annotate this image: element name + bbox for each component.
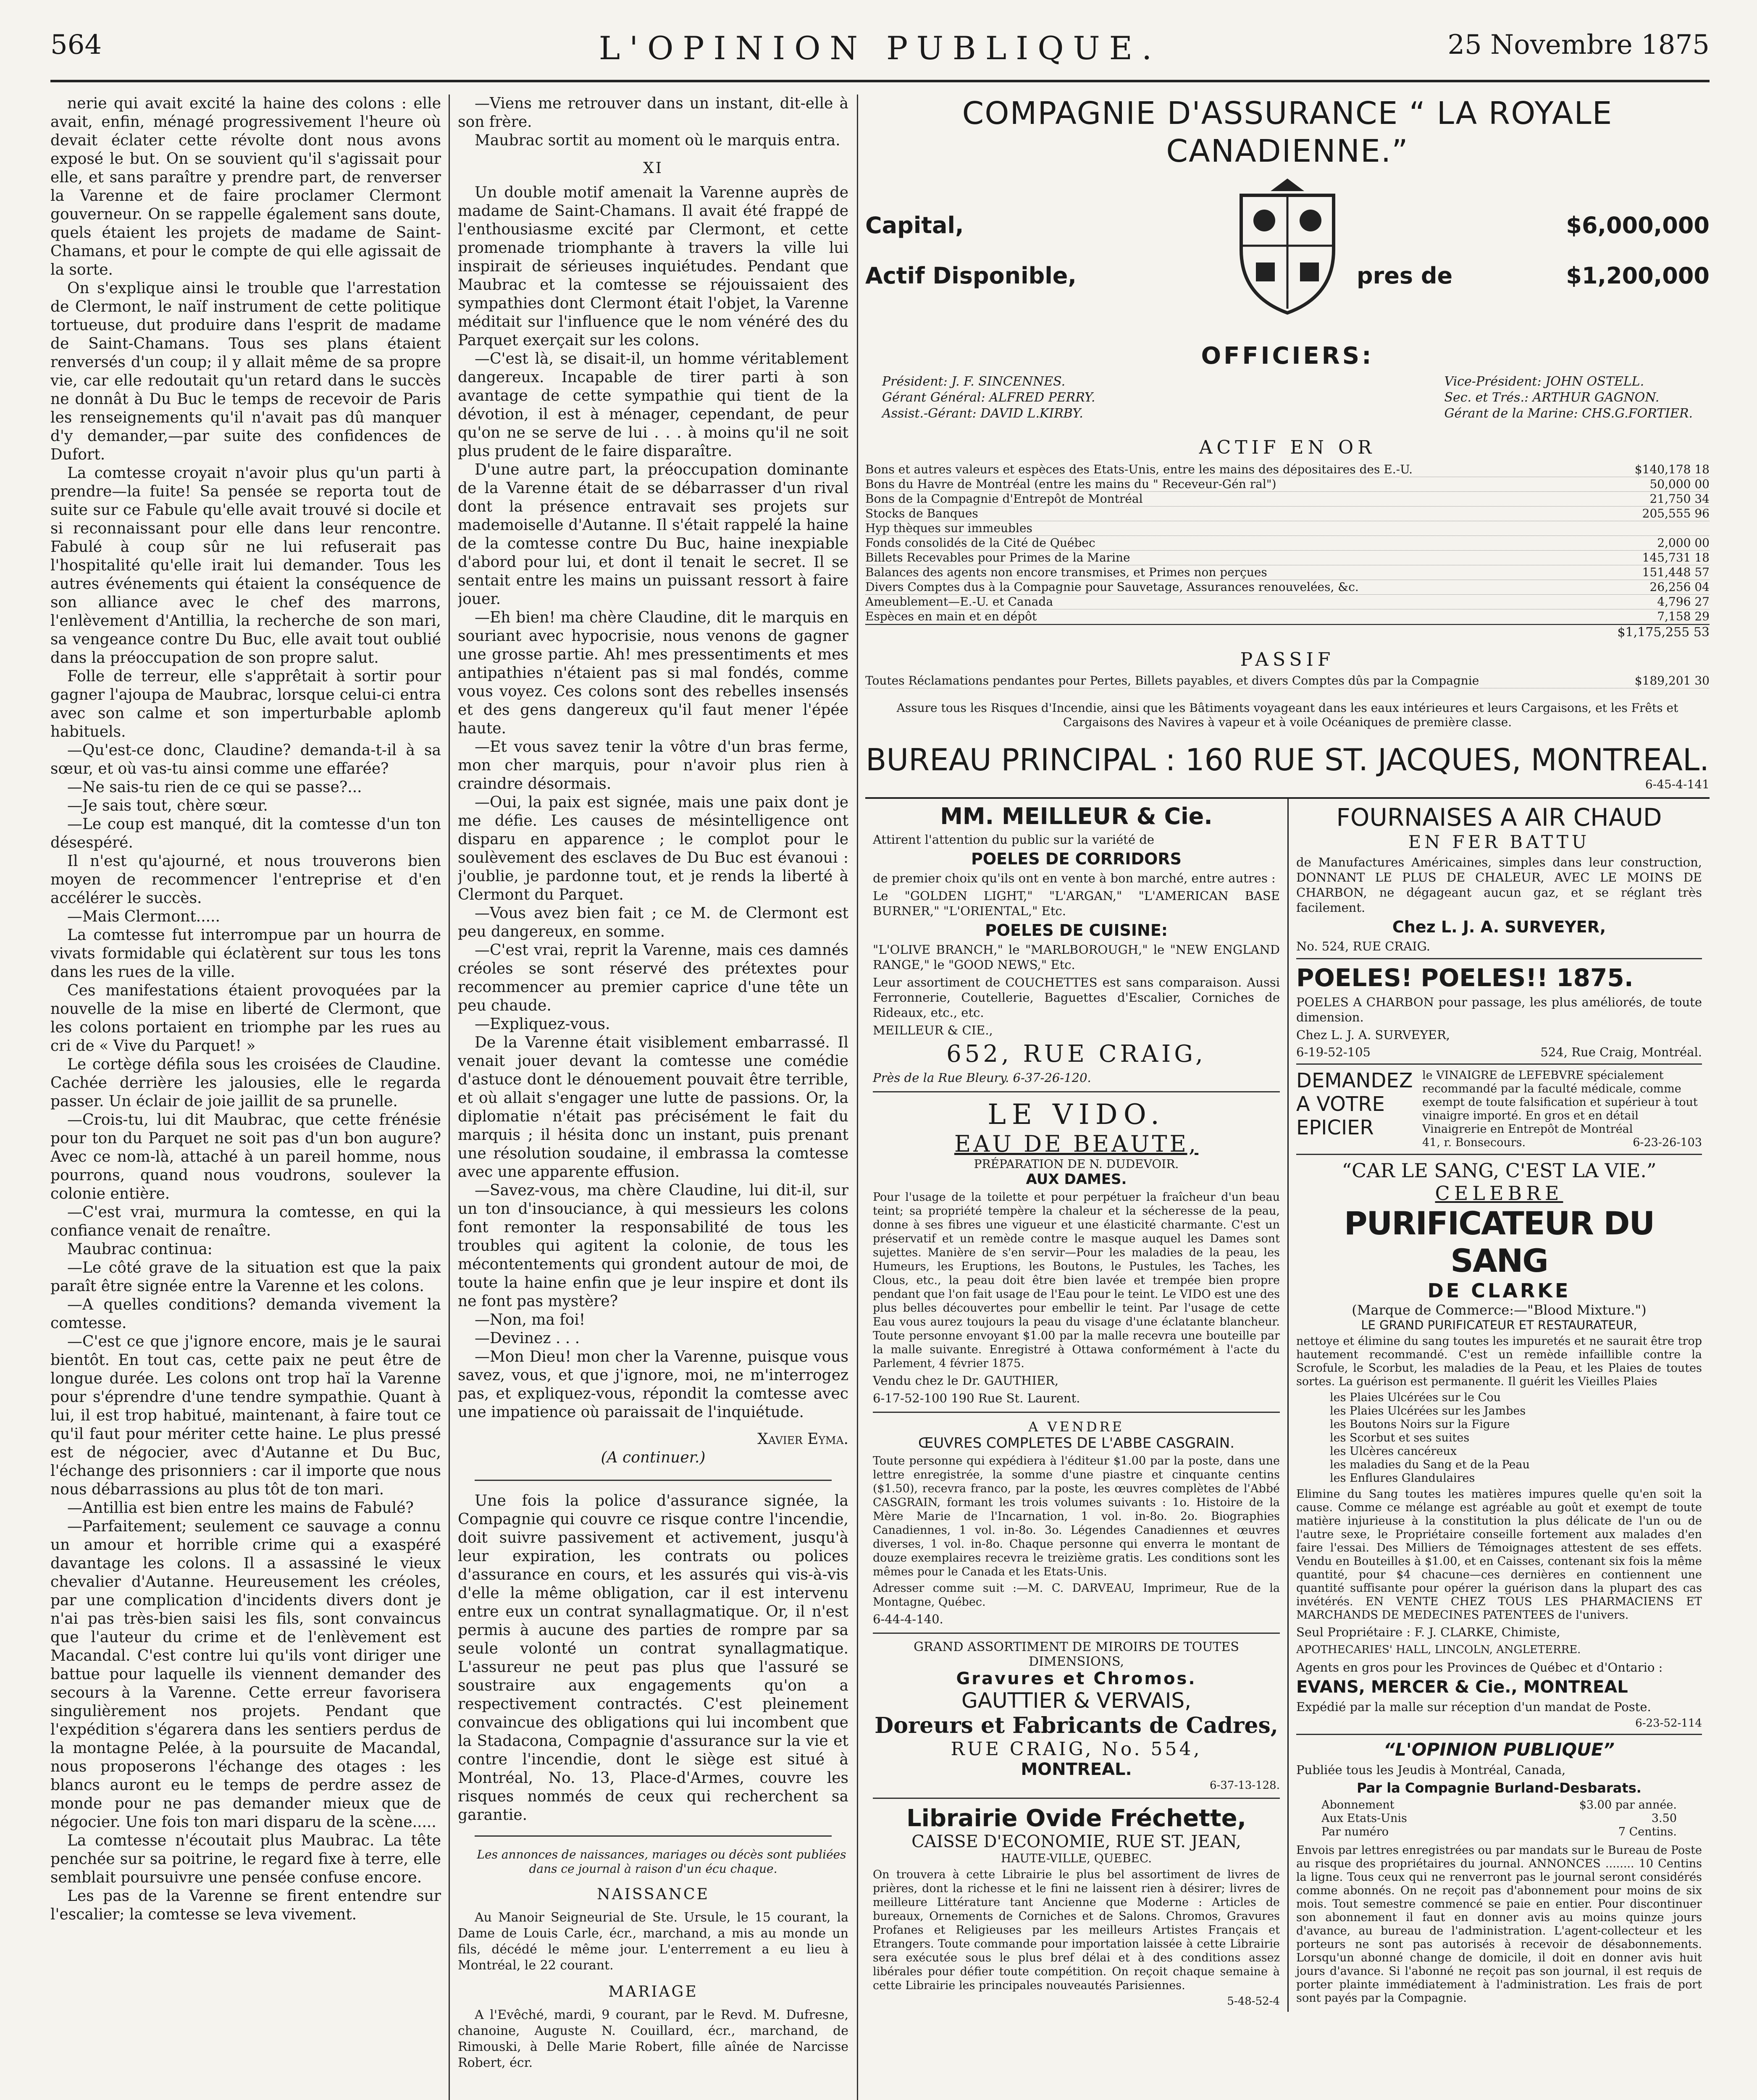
vido-address: 6-17-52-100 190 Rue St. Laurent. (873, 1391, 1080, 1405)
capital-label: Capital, (865, 212, 964, 239)
actif-value: 205,555 96 (1642, 507, 1710, 520)
ad-column-left (865, 799, 1287, 2012)
clarke-list-item: les maladies du Sang et de la Peau (1330, 1458, 1530, 1471)
actif-label: Espèces en main et en dépôt (865, 609, 1037, 623)
clarke-list (1296, 1391, 1702, 1485)
clarke-mark: (Marque de Commerce:—"Blood Mixture.") (1352, 1302, 1647, 1318)
coat-of-arms-icon (1224, 178, 1350, 317)
rate-label: Aux Etats-Unis (1321, 1812, 1407, 1825)
article-paragraph: Folle de terreur, elle s'apprêtait à sortir pour gagner l'ajoupa de Maubrac, lorsque celui-ci entra avec son calme et son imperturbable aplomb habituels. (50, 668, 441, 740)
clarke-list-item: les Boutons Noirs sur la Figure (1330, 1418, 1510, 1431)
clarke-text1: nettoye et élimine du sang toutes les impuretés et ne saurait être trop hautement recommandé. C'est un remède infaillible contre la Scrofule, le Scorbut, les maladies de la Peau, et les Plaies de toutes sortes. La guérison est permanente. Il guérit les Vieilles Plaies (1296, 1335, 1702, 1388)
article-paragraph: La comtesse n'écoutait plus Maubrac. La tête penchée sur sa poitrine, le regard fixe à terre, elle semblait poursuivre une pensée confuse encore. (50, 1832, 441, 1886)
ad-opinion-publique (1296, 1739, 1702, 2005)
actif-value: 145,731 18 (1642, 551, 1710, 564)
passif-value: $189,201 30 (1634, 674, 1710, 688)
article-paragraph: De la Varenne était visiblement embarrassé. Il venait jouer devant la comtesse une comédie d'astuce dont le dénouement pouvait être terrible, et où allait s'engager une lutte de passions. Or, la diplomatie n'était pas précisément le fait du marquis ; il hésita donc un instant, puis prenant une résolution soudaine, il embrassa la comtesse avec une apparente effusion. (458, 1034, 848, 1181)
meilleur-signature: MEILLEUR & CIE., (873, 1023, 993, 1037)
passif-text: Toutes Réclamations pendantes pour Pertes, Billets payables, et divers Comptes dûs par la Compagnie (865, 674, 1479, 688)
demandez-ref: 6-23-26-103 (1633, 1136, 1702, 1149)
meilleur-address: 652, RUE CRAIG, (946, 1040, 1206, 1068)
actif-row (865, 609, 1710, 624)
separator (475, 1835, 832, 1837)
poeles-corridors: POELES DE CORRIDORS (971, 850, 1182, 868)
clarke-list-item: les Scorbut et ses suites (1330, 1431, 1470, 1444)
opinion-text: Envois par lettres enregistrées ou par mandats sur le Bureau de Poste au risque des propriétaires du journal. ANNONCES ........ 10 Centins la ligne. Tous ceux qui ne renverront pas le journal seront considérés comme abonnés. On ne reçoit pas d'abonnement pour moins de six mois. Tout semestre commencé se paie en entier. Pour discontinuer son abonnement il faut en donner avis au moins quinze jours d'avance, au bureau de l'administration. L'agent-collecteur et les porteurs ne sont pas autorisés à recevoir de désabonnements. Lorsqu'un abonné change de domicile, il doit en donner avis huit jours d'avance. Si l'abonné ne reçoit pas son journal, il est requis de porter plainte immédiatement à l'administration. Les frais de port sont payés par la Compagnie. (1296, 1844, 1702, 2005)
vido-title: LE VIDO. (987, 1098, 1165, 1131)
actif-row (865, 595, 1710, 609)
actif-row (865, 565, 1710, 580)
evans-title: EVANS, MERCER & Cie., MONTREAL (1296, 1677, 1628, 1697)
clarke-sub: LE GRAND PURIFICATEUR ET RESTAURATEUR, (1361, 1318, 1637, 1332)
ad-columns (865, 797, 1710, 2012)
article-paragraph: —Le coup est manqué, dit la comtesse d'un ton désespéré. (50, 816, 441, 851)
article-paragraph: Il n'est qu'ajourné, et nous trouverons bien moyen de recommencer l'entreprise et d'en accélérer le succès. (50, 853, 441, 907)
rate-label: Par numéro (1321, 1825, 1389, 1838)
casgrain-title: ŒUVRES COMPLETES DE L'ABBE CASGRAIN. (918, 1435, 1235, 1452)
fournaises-address: No. 524, RUE CRAIG. (1296, 939, 1430, 953)
article-paragraph: —Je sais tout, chère sœur. (67, 797, 268, 814)
opinion-title: “L'OPINION PUBLIQUE” (1384, 1739, 1615, 1760)
article-paragraph: —C'est là, se disait-il, un homme véritablement dangereux. Incapable de tirer parti à son avantage de cette sympathie qui tient de la dévotion, il est à ménager, cependant, de peur qu'on ne se serve de lui . . . à moins qu'il ne soit plus prudent de le faire disparaître. (458, 350, 848, 460)
actif-value: 2,000 00 (1657, 536, 1710, 550)
actif-row (865, 551, 1710, 565)
column-divider (449, 94, 450, 2100)
opinion-rates (1296, 1796, 1702, 1841)
actif-mid: pres de (1357, 262, 1453, 289)
rate-value: $3.00 par année. (1579, 1798, 1677, 1811)
ad-reference: 6-45-4-141 (1645, 777, 1710, 791)
separator (475, 1480, 832, 1481)
actif-value: $140,178 18 (1634, 462, 1710, 476)
officiers-title: OFFICIERS: (1201, 342, 1374, 370)
article-paragraph: —Qu'est-ce donc, Claudine? demanda-t-il à sa sœur, et où vas-tu ainsi comme une effarée? (50, 742, 441, 777)
actif-total: $1,175,255 53 (865, 624, 1710, 640)
actif-row (865, 462, 1710, 477)
rate-row (1321, 1825, 1677, 1839)
casgrain-text: Toute personne qui expédiera à l'éditeur $1.00 par la poste, dans une lettre enregistrée, la somme d'une piastre et cinquante centins ($1.50), recevra franco, par la poste, les œuvres complètes de l'Abbé CASGRAIN, formant les trois volumes suivants : 1o. Histoire de la Mère Marie de l'Incarnation, 1 vol. in-8o. 2o. Biographies Canadiennes, 1 vol. in-8o. 3o. Légendes Canadiennes et œuvres diverses, 1 vol. in-8o. Chaque personne qui enverra le montant de douze exemplaires recevra le treizième gratis. Les conditions sont les mêmes pour le Canada et les Etats-Unis. (873, 1454, 1280, 1578)
fournaises-sub: EN FER BATTU (1408, 832, 1590, 852)
issue-date: 25 Novembre 1875 (1447, 29, 1710, 60)
meilleur-intro2: de premier choix qu'ils ont en vente à bon marché, entre autres : (873, 871, 1276, 885)
actif-row (865, 477, 1710, 492)
passif-title: PASSIF (1240, 649, 1335, 670)
clarke-title: PURIFICATEUR DU SANG (1344, 1205, 1655, 1279)
poeles-address: 524, Rue Craig, Montréal. (1540, 1045, 1702, 1059)
ad-clarke (1296, 1159, 1702, 1675)
vido-text: Pour l'usage de la toilette et pour perpétuer la fraîcheur d'un beau teint; sa propriété tempère la chaleur et la sécheresse de la peau, donne à ses fibres une vigueur et une élasticité charmante. C'est un préservatif et un remède contre le masque auquel les Dames sont sujettes. Manière de s'en servir—Pour les maladies de la peau, les Humeurs, les Eruptions, les Boutons, le Pustules, les Taches, les Clous, etc., la peau doit être bien lavée et trempée bien propre pendant que l'on fait usage de l'Eau pour le teint. Le VIDO est une des plus belles découvertes pour embellir le teint. Par l'usage de cette Eau vous aurez toujours la peau du visage d'une éclatante blancheur. Toute personne envoyant $1.00 par la malle recevra une bouteille par la malle suivante. Enregistré à Ottawa conformément à l'acte du Parlement, 4 février 1875. (873, 1191, 1280, 1370)
article-paragraph: —Viens me retrouver dans un instant, dit-elle à son frère. (458, 95, 848, 131)
frechette-ref: 5-48-52-4 (1227, 1995, 1280, 2008)
vido-vendu: Vendu chez le Dr. GAUTHIER, (873, 1373, 1059, 1388)
evans-text: Expédié par la malle sur réception d'un mandat de Poste. (1296, 1700, 1651, 1714)
newspaper-title: L'OPINION PUBLIQUE. (599, 29, 1161, 67)
evans-ref: 6-23-52-114 (1635, 1717, 1702, 1730)
ad-le-vido (873, 1098, 1280, 1406)
ad-poeles (1296, 963, 1702, 1059)
to-be-continued: (A continuer.) (601, 1449, 706, 1466)
actif-value: 4,796 27 (1657, 595, 1710, 609)
article-paragraph: —Mais Clermont..... (67, 908, 221, 925)
ad-casgrain (873, 1419, 1280, 1627)
article-paragraph: —C'est vrai, murmura la comtesse, en qui la confiance venait de renaître. (50, 1204, 441, 1239)
passif-row (865, 674, 1710, 688)
actif-label: Hyp thèques sur immeubles (865, 521, 1032, 535)
actif-row (865, 507, 1710, 521)
demandez-word: EPICIER (1296, 1116, 1374, 1139)
advertisements (865, 94, 1710, 2100)
opinion-by: Par la Compagnie Burland-Desbarats. (1357, 1780, 1641, 1796)
naissance-text: Au Manoir Seigneurial de Ste. Ursule, le 15 courant, la Dame de Louis Carle, écr., marchand, a mis au monde un fils, décédé le même jour. L'enterrement a eu lieu à Montréal, le 22 courant. (458, 1910, 848, 1973)
author-signature: Xavier Eyma. (757, 1431, 848, 1448)
meilleur-address2: Près de la Rue Bleury. 6-37-26-120. (873, 1071, 1091, 1085)
frechette-text: On trouvera à cette Librairie le plus bel assortiment de livres de prières, dont la richesse et le fini ne laissent rien à désirer; livres de meilleure Littérature tant Ancienne que Moderne : Articles de bureaux, Ornements de Corniches et de Salons. Chromos, Gravures Profanes et Religieuses par les meilleurs Artistes Français et Etrangers. Toute commande pour importation laissée à cette Librairie sera exécutée sous le plus bref délai et à des conditions assez libérales pour défier toute compétition. On reçoit chaque semaine à cette Librairie les principales nouveautés Parisiennes. (873, 1868, 1280, 1992)
clarke-list-item: les Plaies Ulcérées sur le Cou (1330, 1391, 1501, 1404)
gauttier-line2: Gravures et Chromos. (956, 1669, 1197, 1688)
separator (1296, 1734, 1702, 1735)
section-number: XI (643, 160, 663, 177)
article-column-2 (458, 94, 848, 2100)
gauttier-address: RUE CRAIG, No. 554, (951, 1738, 1202, 1760)
actif-label: Ameublement—E.-U. et Canada (865, 595, 1053, 609)
meilleur-extra: Leur assortiment de COUCHETTES est sans comparaison. Aussi Ferronnerie, Coutellerie, Baguettes d'Escalier, Corniches de Rideaux, etc., etc. (873, 975, 1280, 1020)
gauttier-city: MONTREAL. (1021, 1760, 1132, 1779)
poeles-cuisine: POELES DE CUISINE: (985, 921, 1168, 940)
article-paragraph: D'une autre part, la préoccupation dominante de la Varenne était de se débarrasser d'un rival dont la présence entravait ses projets sur mademoiselle d'Autanne. Il s'était rappelé la haine de la comtesse contre Du Buc, haine inexpiable d'abord pour lui, et dont il tenait le secret. Il se sentait entre les mains un puissant ressort à faire jouer. (458, 461, 848, 608)
fournaises-chez: Chez L. J. A. SURVEYER, (1392, 918, 1606, 936)
article-paragraph: Les pas de la Varenne se firent entendre sur l'escalier; la comtesse se leva vivement. (50, 1887, 441, 1923)
article-paragraph: —Et vous savez tenir la vôtre d'un bras ferme, mon cher marquis, pour n'avoir plus rien à craindre désormais. (458, 738, 848, 793)
clarke-de: DE CLARKE (1427, 1279, 1571, 1302)
actif-label: Balances des agents non encore transmises, et Primes non perçues (865, 565, 1267, 579)
article-paragraph: —Non, ma foi! (475, 1311, 586, 1328)
article-paragraph: —Eh bien! ma chère Claudine, dit le marquis en souriant avec hypocrisie, nous venons de gagner une grosse partie. Ah! mes pressentiments et mes antipathies n'étaient pas si mal fondés, comme vous voyez. Ces colons sont des rebelles insensés et des gens dangereux qu'il faut mener l'épée haute. (458, 609, 848, 737)
article-paragraph: —Le côté grave de la situation est que la paix paraît être signée entre la Varenne et les colons. (50, 1259, 441, 1295)
vido-prep: PRÉPARATION DE N. DUDEVOIR. (974, 1157, 1179, 1171)
officer-entry: Sec. et Trés.: ARTHUR GAGNON. (1444, 390, 1660, 405)
demandez-word: DEMANDEZ (1296, 1069, 1413, 1092)
poeles-text: POELES A CHARBON pour passage, les plus améliorés, de toute dimension. (1296, 995, 1702, 1024)
ad-title: COMPAGNIE D'ASSURANCE “ LA ROYALE CANADIENNE.” (962, 95, 1613, 169)
clarke-list-item: les Ulcères cancéreux (1330, 1445, 1457, 1458)
actif-label: Fonds consolidés de la Cité de Québec (865, 536, 1095, 550)
article-paragraph: —Ne sais-tu rien de ce qui se passe?... (67, 779, 362, 796)
cuisine-list: "L'OLIVE BRANCH," le "MARLBOROUGH," le "NEW ENGLAND RANGE," le "GOOD NEWS," Etc. (873, 942, 1280, 972)
frechette-sub: CAISSE D'ECONOMIE, RUE ST. JEAN, (911, 1832, 1241, 1851)
clarke-text2: Elimine du Sang toutes les matières impures quelle qu'en soit la cause. Comme ce mélange est agréable au goût et exempt de toute matière injurieuse à la constitution la plus délicate de l'un ou de l'autre sexe, le Propriétaire conseille fortement aux malades d'en faire l'essai. Des Milliers de Témoignages attestent de ses effets. Vendu en Bouteilles à $1.00, et en Caisses, contenant six fois la même quantité, pour $4 chacune—ces dernières en contiennent une quantité suffisante pour opérer la guérison dans la plupart des cas invétérés. EN VENTE CHEZ TOUS LES PHARMACIENS ET MARCHANDS DE MEDECINES PATENTEES de l'univers. (1296, 1488, 1702, 1622)
article-paragraph: —C'est vrai, reprit la Varenne, mais ces damnés créoles se sont réservé des prétextes pour recommencer au premier caprice d'une tête un peu chaude. (458, 942, 848, 1014)
actif-row (865, 580, 1710, 595)
masthead (50, 29, 1710, 82)
actif-label: Divers Comptes dus à la Compagnie pour Sauvetage, Assurances renouvelées, &c. (865, 580, 1359, 594)
separator (1296, 1063, 1702, 1065)
clarke-hall: APOTHECARIES' HALL, LINCOLN, ANGLETERRE. (1296, 1643, 1581, 1656)
frechette-city: HAUTE-VILLE, QUEBEC. (1001, 1851, 1152, 1865)
article-paragraph: Maubrac continua: (67, 1241, 213, 1258)
fournaises-title: FOURNAISES A AIR CHAUD (1336, 803, 1662, 832)
article-paragraph: —Mon Dieu! mon cher la Varenne, puisque vous savez, vous, et que j'ignore, moi, ne m'interrogez pas, et expliquez-vous, répondit la comtesse avec une impatience où paraissait de l'inquiétude. (458, 1348, 848, 1421)
actif-value: 50,000 00 (1649, 477, 1710, 491)
article-paragraph: —Vous avez bien fait ; ce M. de Clermont est peu dangereux, en somme. (458, 905, 848, 940)
article-paragraph: —Savez-vous, ma chère Claudine, lui dit-il, sur un ton d'insouciance, à qui messieurs les colons font remonter la responsabilité de tous les troubles qui agitent la colonie, de tous les mécontentements qui grondent autour de moi, de toute la haine enfin que je leur inspire et dont ils ne font pas mystère? (458, 1182, 848, 1310)
separator (1296, 1154, 1702, 1155)
rate-row (1321, 1798, 1677, 1812)
ad-gauttier (873, 1640, 1280, 1792)
meilleur-title: MM. MEILLEUR & Cie. (940, 803, 1213, 830)
ad-royale-canadienne (865, 94, 1710, 791)
fournaises-text: de Manufactures Américaines, simples dans leur construction, DONNANT LE PLUS DE CHALEUR, AVEC LE MOINS DE CHARBON, ne dégageant aucun gaz, et se réglant très facilement. (1296, 855, 1702, 915)
ad-demandez (1296, 1069, 1702, 1150)
actif-table (865, 462, 1710, 624)
actif-value: $1,200,000 (1566, 262, 1710, 289)
meilleur-intro: Attirent l'attention du public sur la variété de (873, 832, 1154, 847)
assure-text: Assure tous les Risques d'Incendie, ainsi que les Bâtiments voyageant dans les eaux intérieures et leurs Cargaisons, et les Frêts et Cargaisons des Navires à vapeur et à voile Océaniques de première classe. (896, 701, 1678, 729)
demandez-address: 41, r. Bonsecours. (1422, 1136, 1526, 1149)
rate-value: 3.50 (1651, 1812, 1677, 1825)
capital-value: $6,000,000 (1566, 212, 1710, 239)
actif-label: Bons de la Compagnie d'Entrepôt de Montréal (865, 492, 1143, 506)
article-paragraph: —Devinez . . . (475, 1330, 580, 1347)
ad-column-right (1287, 799, 1710, 2012)
gauttier-line1: GRAND ASSORTIMENT DE MIROIRS DE TOUTES DIMENSIONS, (914, 1640, 1239, 1669)
poeles-ref: 6-19-52-105 (1296, 1045, 1371, 1059)
separator (873, 1798, 1280, 1799)
column-divider (857, 94, 858, 2100)
article-paragraph: —A quelles conditions? demanda vivement la comtesse. (50, 1296, 441, 1332)
article-paragraph: —Parfaitement; seulement ce sauvage a connu un amour et horrible crime qui a exaspéré davantage les colons. Il a assassiné le vieux chevalier d'Autanne. Heureusement les créoles, par une complication d'incidents divers dont je n'ai pas très-bien saisi les fils, sont convaincus que l'auteur du crime et de l'enlèvement est Macandal. C'est contre lui qu'ils vont diriger une battue pour laquelle ils viennent demander des secours à la Varenne. Cette erreur favorisera singulièrement nos projets. Pendant que l'expédition s'égarera dans les sentiers perdus de la montagne Pelée, à la poursuite de Macandal, nous proposerons l'échange des otages : les blancs auront eu le temps de perdre assez de monde pour ne pas demander mieux que de négocier. Une fois ton mari disparu de la scène..... (50, 1518, 441, 1831)
article-paragraph: Un double motif amenait la Varenne auprès de madame de Saint-Chamans. Il avait été frappé de l'enthousiasme excité par Clermont, et cette promenade triomphante à travers la ville lui inspirait de sérieuses inquiétudes. Pendant que Maubrac et la comtesse se réjouissaient des sympathies dont Clermont était l'objet, la Varenne méditait sur l'influence que le nom vénéré des du Parquet exerçait sur les colons. (458, 184, 848, 349)
frechette-title: Librairie Ovide Fréchette, (906, 1805, 1246, 1832)
article-paragraph: —Expliquez-vous. (475, 1016, 610, 1033)
actif-value: 26,256 04 (1649, 580, 1710, 594)
vido-aux-dames: AUX DAMES. (1026, 1171, 1127, 1188)
demandez-word: A VOTRE (1296, 1092, 1385, 1116)
actif-value: 21,750 34 (1649, 492, 1710, 506)
article-column-1 (50, 94, 441, 2100)
page-number: 564 (50, 29, 102, 60)
officer-entry: Assist.-Gérant: DAVID L.KIRBY. (882, 406, 1083, 421)
article-paragraph: —Oui, la paix est signée, mais une paix dont je me défie. Les causes de mésintelligence ont disparu en apparence ; le complot pour le soulèvement des esclaves de Du Buc est évanoui : j'oublie, je pardonne tout, et je rends la liberté à Clermont du Parquet. (458, 794, 848, 903)
naissance-title: NAISSANCE (597, 1886, 709, 1903)
officer-entry: Vice-Président: JOHN OSTELL. (1444, 374, 1644, 389)
clarke-proprietor: Seul Propriétaire : F. J. CLARKE, Chimiste, (1296, 1625, 1560, 1639)
rate-label: Abonnement (1321, 1798, 1395, 1811)
article-paragraph: nerie qui avait excité la haine des colons : elle avait, enfin, ménagé progressivement l'heure où devait éclater cette révolte dont nous avons exposé le but. On se souvient qu'il s'agissait pour elle, et sans paraître y prendre part, de renverser la Varenne et de faire proclamer Clermont gouverneur. On se rappelle également sans doute, quels étaient les projets de madame de Saint-Chamans, et pour le compte de qui elle agissait de la sorte. (50, 95, 441, 278)
article-paragraph: —Crois-tu, lui dit Maubrac, que cette frénésie pour ton du Parquet ne soit pas d'un bon augure? Avec ce nom-là, attaché à un pareil homme, nous pourrons, quand nous voudrons, soulever la colonie entière. (50, 1111, 441, 1202)
actif-label: Stocks de Banques (865, 507, 978, 520)
ad-meilleur (873, 803, 1280, 1085)
article-paragraph: La comtesse croyait n'avoir plus qu'un parti à prendre—la fuite! Sa pensée se reporta tout de suite sur ce Fabule qu'elle avait trouvé si docile et si reconnaissant pour elle dans leur rencontre. Fabulé à coup sûr ne lui refuserait pas l'hospitalité qu'elle irait lui demander. Tous les autres événements qui étaient la conséquence de son alliance avec le chef des marrons, l'enlèvement d'Antillia, la recherche de son mari, sa vengeance contre Du Buc, elle avait tout oublié dans la préoccupation de son propre salut. (50, 465, 441, 667)
article-paragraph: On s'explique ainsi le trouble que l'arrestation de Clermont, le naïf instrument de cette politique tortueuse, dut produire dans l'esprit de madame de Saint-Chamans. Tous ses plans étaient renversés d'un coup; il y allait même de sa propre vie, car elle redoutait qu'un retard dans le succès ne donnât à Du Buc le temps de recevoir de Paris les renseignements qu'il n'avait pas dû manquer d'y demander,—par suite des confidences de Dufort. (50, 280, 441, 463)
actif-row (865, 536, 1710, 551)
actif-label: Actif Disponible, (865, 262, 1077, 289)
opinion-sub: Publiée tous les Jeudis à Montréal, Canada, (1296, 1763, 1566, 1777)
ad-fournaises (1296, 803, 1702, 954)
gauttier-name: GAUTTIER & VERVAIS, (961, 1688, 1191, 1713)
poeles-footer (1296, 1045, 1702, 1059)
actif-en-or-title: ACTIF EN OR (1199, 437, 1376, 458)
actif-row (865, 521, 1710, 536)
casgrain-ref: 6-44-4-140. (873, 1612, 943, 1626)
article-paragraph: Maubrac sortit au moment où le marquis entra. (475, 132, 840, 149)
article-paragraph: Le cortège défila sous les croisées de Claudine. Cachée derrière les jalousies, elle le regarda passer. Un éclair de joie jaillit de sa prunelle. (50, 1056, 441, 1110)
bureau-principal: BUREAU PRINCIPAL : 160 RUE ST. JACQUES, MONTREAL. (865, 742, 1710, 777)
insurance-paragraph: Une fois la police d'assurance signée, la Compagnie qui couvre ce risque contre l'incendie, doit suivre passivement et activement, jusqu'à leur expiration, les contrats ou polices d'assurance en cours, et les assurés qui vis-à-vis d'elle la même obligation, car il est intervenu entre eux un contrat synallagmatique. Or, il n'est permis à aucune des parties de rompre par sa seule volonté un contrat synallagmatique. L'assureur ne peut pas plus que l'assuré se soustraire aux engagements qu'on a respectivement contractés. C'est pleinement convaincue des obligations qui lui incombent que la Stadacona, Compagnie d'assurance sur la vie et contre l'incendie, dont le siège est situé à Montréal, No. 13, Place-d'Armes, couvre les risques nommés de ceux qui recherchent sa garantie. (458, 1492, 848, 1824)
separator (873, 1412, 1280, 1413)
actif-label: Billets Recevables pour Primes de la Marine (865, 551, 1130, 564)
clarke-celebre: CELEBRE (1435, 1182, 1563, 1205)
actif-label: Bons du Havre de Montréal (entre les mains du " Receveur-Gén ral") (865, 477, 1276, 491)
poeles-title: POELES! POELES!! 1875. (1296, 963, 1634, 992)
clarke-tag: “CAR LE SANG, C'EST LA VIE.” (1342, 1159, 1657, 1182)
rate-value: 7 Centins. (1618, 1825, 1677, 1838)
article-paragraph: —C'est ce que j'ignore encore, mais je le saurai bientôt. En tout cas, cette paix ne peut être de longue durée. Les colons ont trop haï la Varenne pour s'éprendre d'une tendre sympathie. Quant à lui, il est trop habitué, maintenant, à faire tout ce qu'il faut pour mériter cette haine. Le plus pressé est de négocier, avec d'Autanne et Du Buc, l'échange des prisonniers : car il importe que nous nous débarrassions au plus tôt de ton mari. (50, 1333, 441, 1498)
notice-text: Les annonces de naissances, mariages ou décès sont publiées dans ce journal à raison d'un écu chaque. (477, 1848, 846, 1876)
separator (873, 1633, 1280, 1634)
rate-row (1321, 1812, 1677, 1825)
actif-row (865, 492, 1710, 507)
actif-value: 151,448 57 (1642, 565, 1710, 579)
clarke-agents: Agents en gros pour les Provinces de Québec et d'Ontario : (1296, 1660, 1663, 1675)
article-paragraph: —Antillia est bien entre les mains de Fabulé? (67, 1499, 414, 1517)
gauttier-ref: 6-37-13-128. (1210, 1779, 1280, 1792)
officer-entry: Gérant de la Marine: CHS.G.FORTIER. (1444, 406, 1693, 421)
actif-label: Bons et autres valeurs et espèces des Etats-Unis, entre les mains des dépositaires des E.-U. (865, 462, 1413, 476)
vido-subtitle: EAU DE BEAUTE, (954, 1131, 1199, 1157)
officers-list (865, 370, 1710, 426)
article-paragraph: La comtesse fut interrompue par un hourra de vivats formidable qui éclatèrent sur tous les tons dans les rues de la ville. (50, 927, 441, 981)
officer-entry: Gérant Général: ALFRED PERRY. (882, 390, 1095, 405)
ad-evans (1296, 1677, 1702, 1730)
mariage-text: A l'Evêché, mardi, 9 courant, par le Revd. M. Dufresne, chanoine, Auguste N. Couillard, écr., marchand, de Rimouski, à Delle Marie Robert, fille aînée de Narcisse Robert, écr. (458, 2008, 848, 2070)
gauttier-trade: Doreurs et Fabricants de Cadres, (875, 1713, 1278, 1738)
corridors-list: Le "GOLDEN LIGHT," "L'ARGAN," "L'AMERICAN BASE BURNER," "L'ORIENTAL," Etc. (873, 889, 1280, 918)
officer-entry: Président: J. F. SINCENNES. (882, 374, 1066, 389)
article-paragraph: Ces manifestations étaient provoquées par la nouvelle de la mise en liberté de Clermont, que les colons portaient en triomphe par les rues au cri de « Vive du Parquet! » (50, 982, 441, 1055)
capital-block (865, 178, 1710, 342)
mariage-title: MARIAGE (608, 1983, 698, 2000)
demandez-text: le VINAIGRE de LEFEBVRE spécialement recommandé par la faculté médicale, comme exempt de toute falsification et supérieur à tout vinaigre importé. En gros et en détail Vinaigrerie en Entrepôt de Montréal (1422, 1069, 1698, 1136)
ad-frechette (873, 1805, 1280, 2008)
clarke-list-item: les Plaies Ulcérées sur les Jambes (1330, 1404, 1526, 1418)
casgrain-signature: Adresser comme suit :—M. C. DARVEAU, Imprimeur, Rue de la Montagne, Québec. (873, 1582, 1280, 1609)
clarke-list-item: les Enflures Glandulaires (1330, 1472, 1475, 1485)
separator (1296, 958, 1702, 959)
actif-value: 7,158 29 (1657, 609, 1710, 623)
casgrain-avendre: A VENDRE (1028, 1419, 1124, 1435)
poeles-chez: Chez L. J. A. SURVEYER, (1296, 1028, 1450, 1042)
separator (873, 1091, 1280, 1092)
